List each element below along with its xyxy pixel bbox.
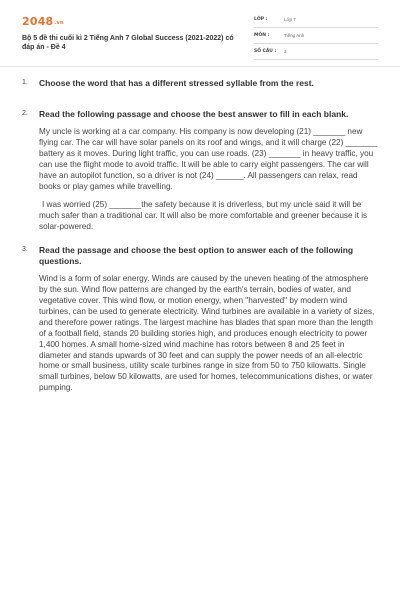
meta-value: Lớp 7 bbox=[284, 17, 296, 22]
question-prompt: Read the passage and choose the best option to answer each of the following questions. bbox=[39, 245, 354, 267]
question-number: 3. bbox=[22, 246, 28, 254]
question-prompt: Read the following passage and choose the best answer to fill in each blank. bbox=[39, 109, 349, 119]
site-logo[interactable]: 2048.vn bbox=[22, 15, 64, 28]
question-number: 2. bbox=[22, 110, 28, 117]
passage bbox=[39, 274, 378, 394]
question-3 bbox=[22, 245, 378, 394]
question-prompt: Choose the word that has a different stressed syllable from the rest. bbox=[39, 78, 314, 88]
meta-value: 3 bbox=[284, 49, 287, 54]
question-list bbox=[22, 78, 378, 402]
meta-row-question-count bbox=[254, 46, 378, 60]
header-divider bbox=[0, 66, 400, 67]
meta-row-class bbox=[254, 14, 378, 28]
passage-paragraph: My uncle is working at a car company. His company is now developing (21) _______ new flying car. The car will have solar panels on its roof and wings, and it will charge (22) _______ battery as it moves. During light traffic, you can use roads. (23) _______ in heavy traffic, you can use the flight mode to avoid traffic. It will be able to carry eight passengers. The car will have an autopilot function, so a driver is not (24) ______. All passengers can relax, read books or play games while travelling. bbox=[39, 127, 378, 191]
meta-row-subject bbox=[254, 30, 378, 44]
document-title: Bộ 5 đề thi cuối kì 2 Tiếng Anh 7 Global Success (2021-2022) có đáp án - Đề 4 bbox=[22, 35, 234, 52]
page-header bbox=[0, 0, 400, 64]
question-1 bbox=[22, 78, 378, 89]
question-number: 1. bbox=[22, 79, 28, 86]
passage-paragraph: Wind is a form of solar energy. Winds are caused by the uneven heating of the atmosphere by the sun. Wind flow patterns are changed by the earth's terrain, bodies of water, and vegetative cover. This wind flow, or motion energy, when "harvested" by modern wind turbines, can be used to generate electricity. Wind turbines are available in a variety of sizes, and therefore power ratings. The largest machine has blades that span more than the length of a football field, stands 20 building stories high, and produces enough electricity to power 1,400 homes. A small home-sized wind machine has rotors between 8 and 25 feet in diameter and stands upwards of 30 feet and can supply the power needs of an all-electric home or small business, utility scale turbines range in size from 50 to 750 kilowatts. Single small turbines, below 50 kilowatts, are used for homes, telecommunications dishes, or water pumping. bbox=[39, 274, 375, 393]
meta-label: SỐ CÂU : bbox=[254, 49, 277, 54]
meta-value: Tiếng Anh bbox=[284, 33, 305, 38]
passage-paragraph: I was worried (25) _______the safety because it is driverless, but my uncle said it will be much safer than a traditional car. It will also be more comfortable and greener because it is solar-powered. bbox=[39, 200, 368, 232]
meta-label: MÔN : bbox=[254, 33, 270, 38]
question-2 bbox=[22, 109, 378, 233]
passage bbox=[39, 127, 378, 233]
meta-info bbox=[254, 14, 378, 62]
meta-label: LỚP : bbox=[254, 17, 268, 22]
